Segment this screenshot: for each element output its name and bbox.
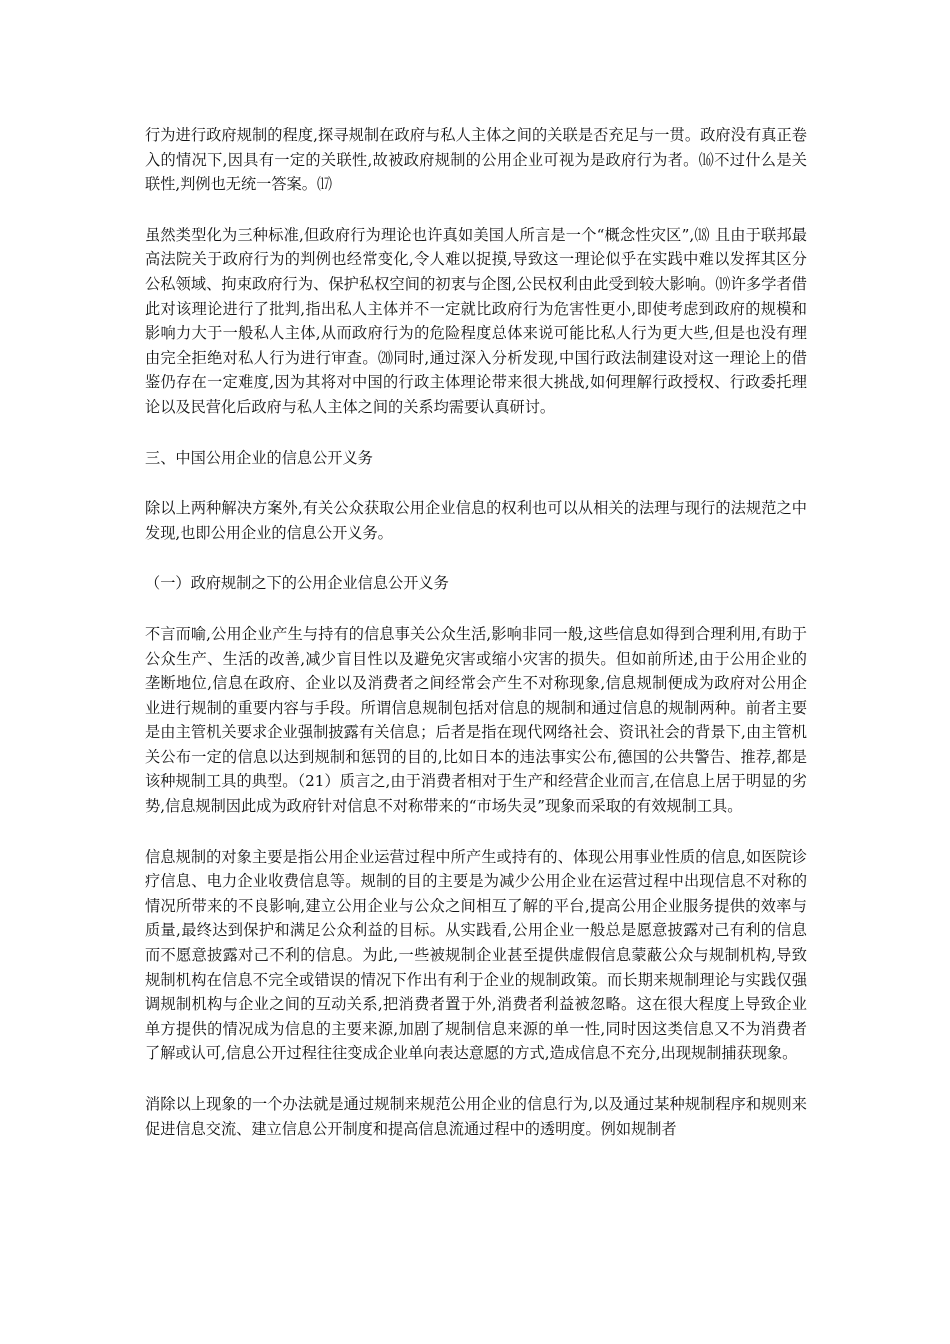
- paragraph-regulation-objects: 信息规制的对象主要是指公用企业运营过程中所产生或持有的、体现公用事业性质的信息,如医院诊疗信息、电力企业收费信息等。规制的目的主要是为减少公用企业在运营过程中出现信息不对称的情况所带来的不良影响,建立公用企业与公众之间相互了解的平台,提高公用企业服务提供的效率与质量,最终达到保护和满足公众利益的目标。从实践看,公用企业一般总是愿意披露对己有利的信息而不愿意披露对己不利的信息。为此,一些被规制企业甚至提供虚假信息蒙蔽公众与规制机构,导致规制机构在信息不完全或错误的情况下作出有利于企业的规制政策。而长期来规制理论与实践仅强调规制机构与企业之间的互动关系,把消费者置于外,消费者利益被忽略。这在很大程度上导致企业单方提供的情况成为信息的主要来源,加剧了规制信息来源的单一性,同时因这类信息又不为消费者了解或认可,信息公开过程往往变成企业单向表达意愿的方式,造成信息不充分,出现规制捕获现象。: [145, 847, 807, 1063]
- section-heading-3: 三、中国公用企业的信息公开义务: [145, 448, 373, 467]
- document-body: [145, 123, 807, 1167]
- subsection-heading-1: （一）政府规制之下的公用企业信息公开义务: [145, 574, 449, 593]
- paragraph-three-standards: 虽然类型化为三种标准,但政府行为理论也许真如美国人所言是一个“概念性灾区”,⒅ 且由于联邦最高法院关于政府行为的判例也经常变化,令人难以捉摸,导致这一理论似乎在实践中难以发挥其区分公私领域、拘束政府行为、保护私权空间的初衷与企图,公民权利由此受到较大影响。⒆许多学者借此对该理论进行了批判,指出私人主体并不一定就比政府行为危害性更小,即使考虑到政府的规模和影响力大于一般私人主体,从而政府行为的危险程度总体来说可能比私人行为更大些,但是也没有理由完全拒绝对私人行为进行审查。⒇同时,通过深入分析发现,中国行政法制建设对这一理论上的借鉴仍存在一定难度,因为其将对中国的行政主体理论带来很大挑战,如何理解行政授权、行政委托理论以及民营化后政府与私人主体之间的关系均需要认真研讨。: [145, 225, 807, 416]
- paragraph-disclosure-intro: 除以上两种解决方案外,有关公众获取公用企业信息的权利也可以从相关的法理与现行的法规范之中发现,也即公用企业的信息公开义务。: [145, 499, 807, 542]
- paragraph-state-action-degree: 行为进行政府规制的程度,探寻规制在政府与私人主体之间的关联是否充足与一贯。政府没有真正卷入的情况下,因具有一定的关联性,故被政府规制的公用企业可视为是政府行为者。⒃不过什么是关联性,判例也无统一答案。⒄: [145, 126, 807, 194]
- paragraph-information-regulation: 不言而喻,公用企业产生与持有的信息事关公众生活,影响非同一般,这些信息如得到合理利用,有助于公众生产、生活的改善,减少盲目性以及避免灾害或缩小灾害的损失。但如前所述,由于公用企业的垄断地位,信息在政府、企业以及消费者之间经常会产生不对称现象,信息规制便成为政府对公用企业进行规制的重要内容与手段。所谓信息规制包括对信息的规制和通过信息的规制两种。前者主要是由主管机关要求企业强制披露有关信息；后者是指在现代网络社会、资讯社会的背景下,由主管机关公布一定的信息以达到规制和惩罚的目的,比如日本的违法事实公布,德国的公共警告、推荐,都是该种规制工具的典型。（21）质言之,由于消费者相对于生产和经营企业而言,在信息上居于明显的劣势,信息规制因此成为政府针对信息不对称带来的“市场失灵”现象而采取的有效规制工具。: [145, 624, 807, 816]
- paragraph-remedy: 消除以上现象的一个办法就是通过规制来规范公用企业的信息行为,以及通过某种规制程序和规则来促进信息交流、建立信息公开制度和提高信息流通过程中的透明度。例如规制者: [145, 1095, 807, 1138]
